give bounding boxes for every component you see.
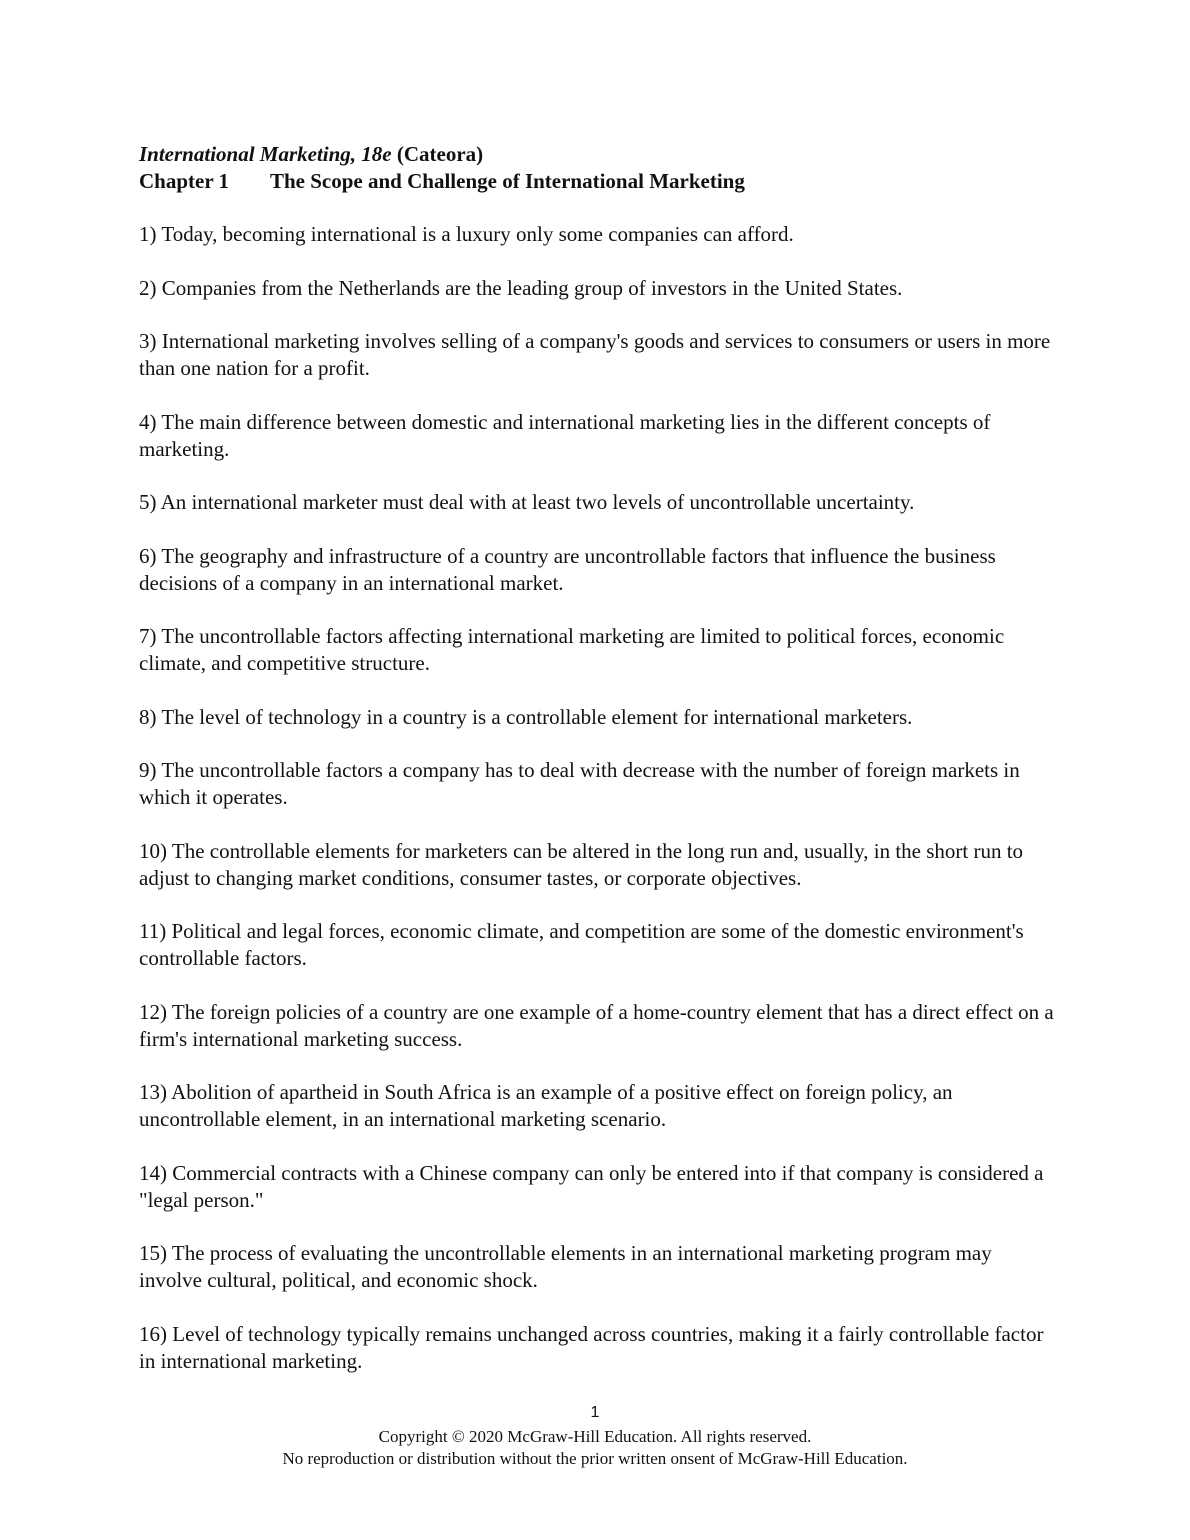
question-item: 15) The process of evaluating the uncontrollable elements in an international marketing program may involve cultural, political, and economic shock. [139, 1241, 992, 1292]
question-item: 13) Abolition of apartheid in South Africa is an example of a positive effect on foreign policy, an uncontrollable element, in an international marketing scenario. [139, 1080, 953, 1131]
question-list [139, 221, 1059, 1401]
question-item: 6) The geography and infrastructure of a country are uncontrollable factors that influence the business decisions of a company in an international market. [139, 543, 996, 595]
question-item: 9) The uncontrollable factors a company has to deal with decrease with the number of foreign markets in which it operates. [139, 758, 1020, 809]
document-header [139, 141, 1059, 195]
reproduction-notice: No reproduction or distribution without the prior written onsent of McGraw-Hill Education. [282, 1449, 908, 1468]
question-item: 8) The level of technology in a country is a controllable element for international marketers. [139, 704, 913, 729]
question-item: 14) Commercial contracts with a Chinese company can only be entered into if that company is considered a "legal person." [139, 1160, 1044, 1212]
book-author: (Cateora) [396, 142, 484, 166]
question-item: 7) The uncontrollable factors affecting international marketing are limited to political forces, economic climate, and competitive structure. [139, 624, 1005, 675]
question-item: 1) Today, becoming international is a luxury only some companies can afford. [139, 222, 794, 246]
question-item: 5) An international marketer must deal with at least two levels of uncontrollable uncertainty. [139, 490, 915, 514]
page-footer [0, 1403, 1190, 1470]
book-title-line [139, 141, 1059, 168]
chapter-heading [139, 168, 1059, 195]
chapter-label: Chapter 1 [139, 169, 230, 193]
page-number: 1 [590, 1404, 600, 1421]
question-item: 10) The controllable elements for marketers can be altered in the long run and, usually, in the short run to adjust to changing market conditions, consumer tastes, or corporate objectives. [139, 838, 1024, 890]
copyright-line: Copyright © 2020 McGraw-Hill Education. All rights reserved. [378, 1427, 812, 1446]
book-title: International Marketing, 18e [139, 142, 392, 166]
question-item: 2) Companies from the Netherlands are the leading group of investors in the United States. [139, 275, 903, 300]
question-item: 16) Level of technology typically remains unchanged across countries, making it a fairly controllable factor in international marketing. [139, 1321, 1044, 1373]
question-item: 12) The foreign policies of a country are one example of a home-country element that has a direct effect on a firm's international marketing success. [139, 999, 1054, 1051]
question-item: 3) International marketing involves selling of a company's goods and services to consumers or users in more than one nation for a profit. [139, 329, 1051, 380]
question-item: 4) The main difference between domestic and international marketing lies in the different concepts of marketing. [139, 409, 991, 461]
chapter-title: The Scope and Challenge of International Marketing [270, 169, 745, 193]
question-item: 11) Political and legal forces, economic climate, and competition are some of the domestic environment's controllable factors. [139, 919, 1024, 970]
